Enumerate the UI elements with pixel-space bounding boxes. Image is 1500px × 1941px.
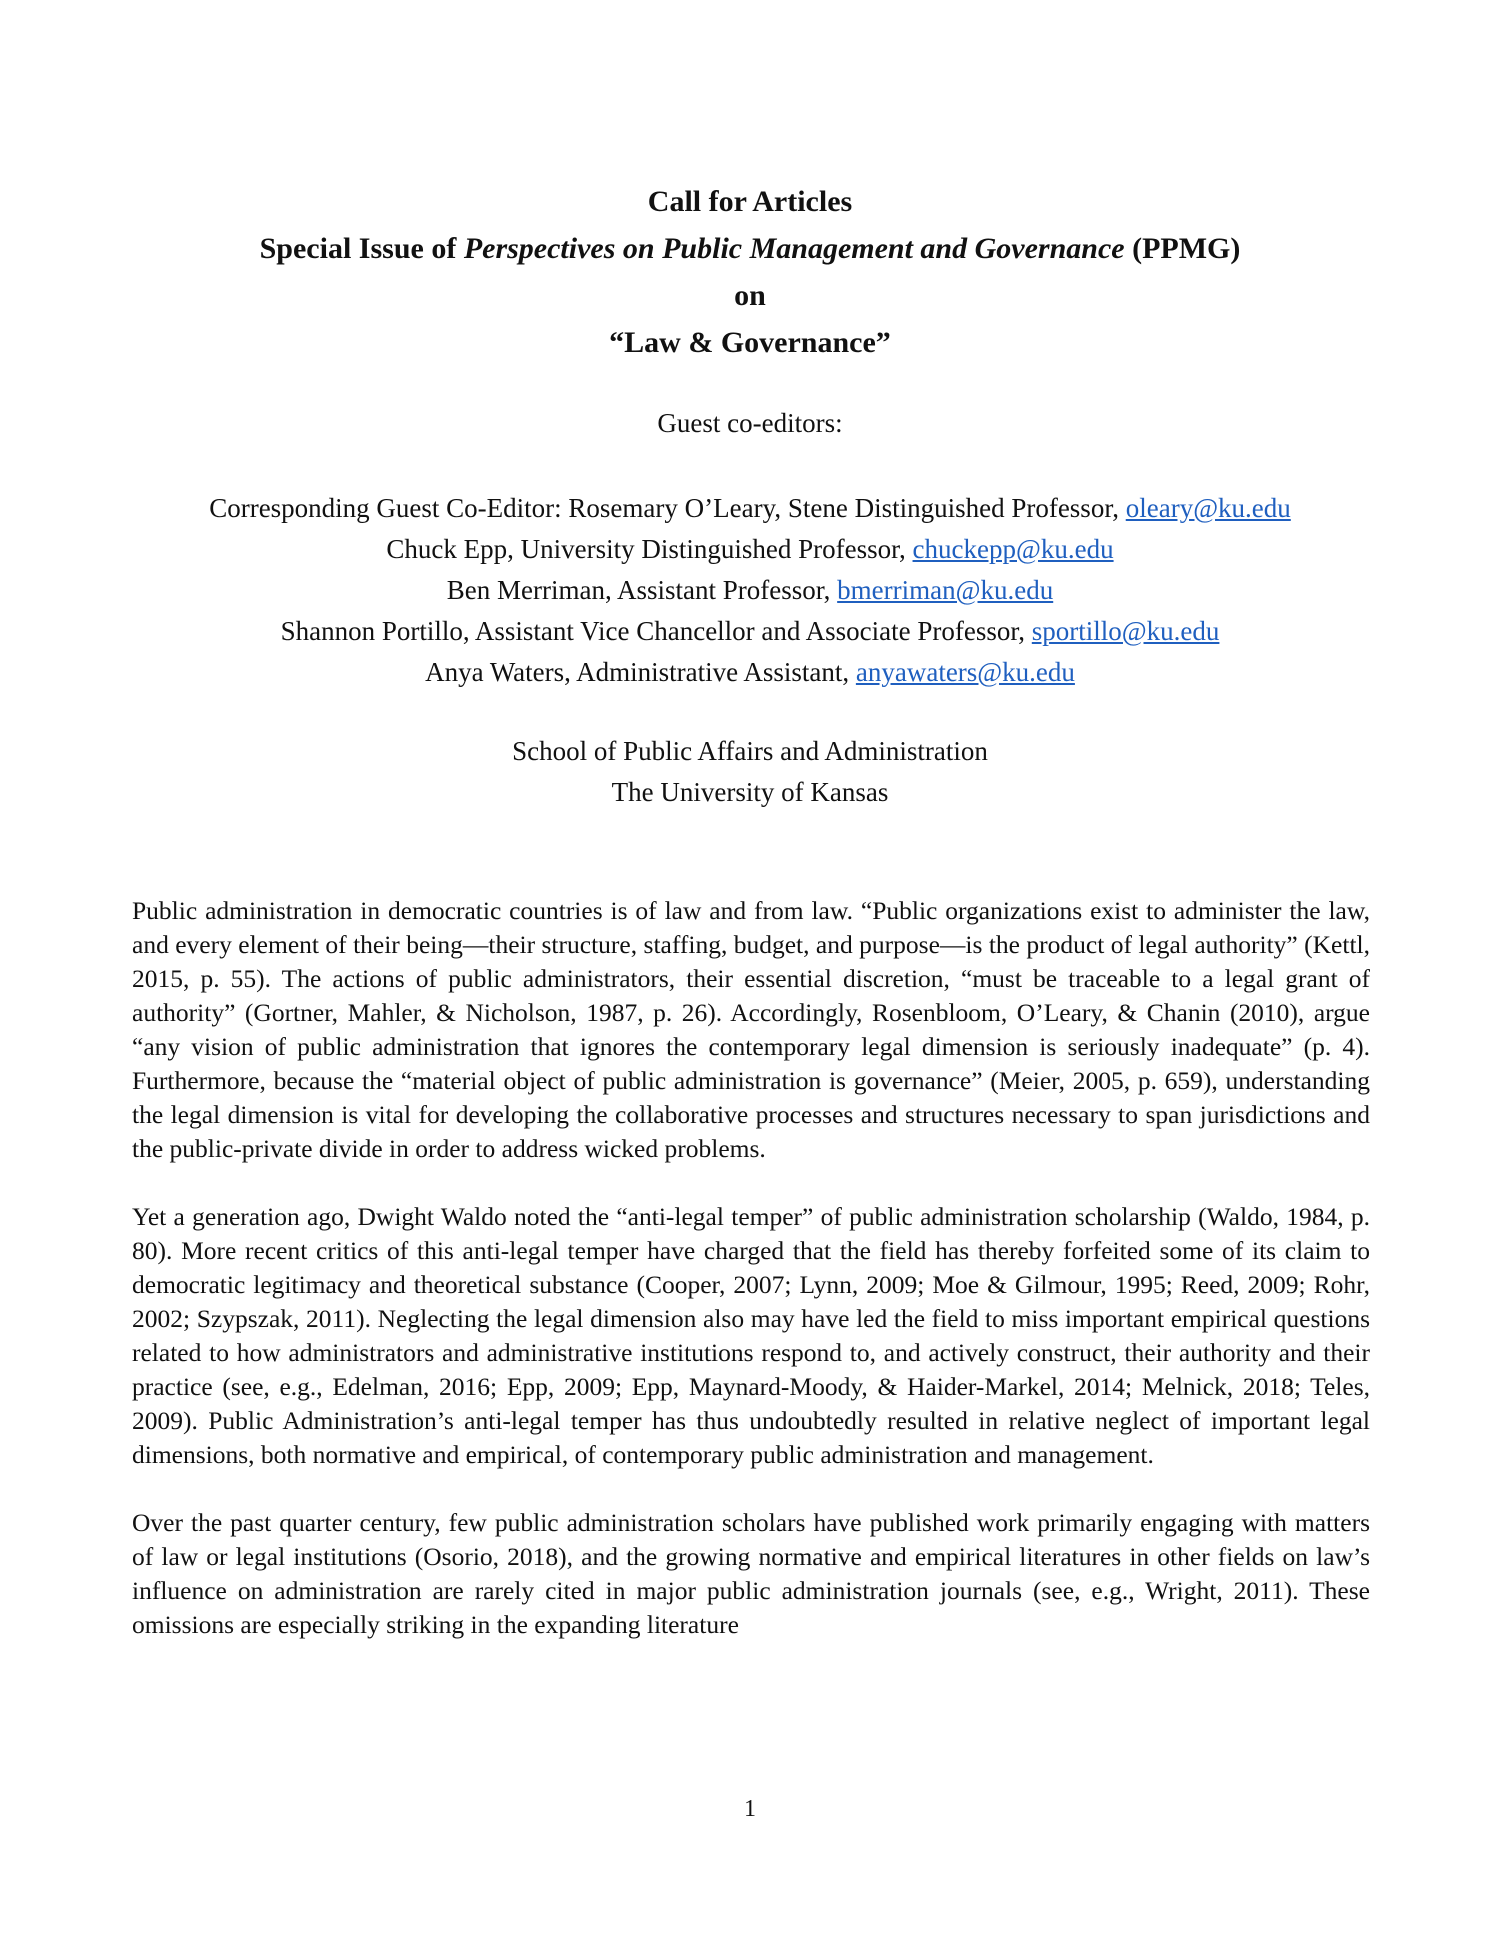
body-paragraph: Over the past quarter century, few public administration scholars have published work primarily engaging with matters of law or legal institutions (Osorio, 2018), and the growing normative and empirical literatures in other fields on law’s influence on administration are rarely cited in major public administration journals (see, e.g., Wright, 2011). These omissions are especially striking in the expanding literature (132, 1508, 1370, 1639)
editor-email-link[interactable]: oleary@ku.edu (1125, 493, 1291, 523)
university-name: The University of Kansas (611, 777, 889, 807)
editor-line (0, 570, 1500, 611)
editor-email-link[interactable]: anyawaters@ku.edu (855, 657, 1075, 687)
editor-description: Anya Waters, Administrative Assistant, (425, 657, 856, 687)
title-special-issue-suffix: (PPMG) (1124, 232, 1241, 265)
editor-line (0, 488, 1500, 529)
editor-description: Chuck Epp, University Distinguished Professor, (386, 534, 913, 564)
editor-list (0, 488, 1500, 693)
editor-description: Ben Merriman, Assistant Professor, (446, 575, 838, 605)
title-call-for-articles: Call for Articles (647, 185, 853, 218)
title-topic: “Law & Governance” (609, 326, 891, 359)
editor-description: Corresponding Guest Co-Editor: Rosemary O’Leary, Stene Distinguished Professor, (209, 493, 1126, 523)
title-special-issue (0, 225, 1500, 272)
journal-name: Perspectives on Public Management and Governance (463, 232, 1125, 265)
editor-email-link[interactable]: bmerriman@ku.edu (837, 575, 1054, 605)
editor-line (0, 611, 1500, 652)
title-special-issue-prefix: Special Issue of (259, 232, 464, 265)
guest-coeditors-label: Guest co-editors: (657, 408, 843, 438)
school-name: School of Public Affairs and Administration (512, 736, 988, 766)
school-affiliation (0, 731, 1500, 813)
body-text (132, 894, 1370, 1676)
editor-email-link[interactable]: sportillo@ku.edu (1031, 616, 1220, 646)
editor-line (0, 652, 1500, 693)
title-block (0, 178, 1500, 366)
editor-line (0, 529, 1500, 570)
title-on: on (734, 279, 766, 312)
body-paragraph: Public administration in democratic countries is of law and from law. “Public organizations exist to administer the law, and every element of their being—their structure, staffing, budget, and purpose—is the product of legal authority” (Kettl, 2015, p. 55). The actions of public administrators, their essential discretion, “must be traceable to a legal grant of authority” (Gortner, Mahler, & Nicholson, 1987, p. 26). Accordingly, Rosenbloom, O’Leary, & Chanin (2010), argue “any vision of public administration that ignores the contemporary legal dimension is seriously inadequate” (p. 4). Furthermore, because the “material object of public administration is governance” (Meier, 2005, p. 659), understanding the legal dimension is vital for developing the collaborative processes and structures necessary to span jurisdictions and the public-private divide in order to address wicked problems. (132, 896, 1370, 1163)
editor-description: Shannon Portillo, Assistant Vice Chancellor and Associate Professor, (280, 616, 1032, 646)
editor-email-link[interactable]: chuckepp@ku.edu (912, 534, 1114, 564)
page-number: 1 (744, 1796, 756, 1822)
body-paragraph: Yet a generation ago, Dwight Waldo noted the “anti-legal temper” of public administration scholarship (Waldo, 1984, p. 80). More recent critics of this anti-legal temper have charged that the field has thereby forfeited some of its claim to democratic legitimacy and theoretical substance (Cooper, 2007; Lynn, 2009; Moe & Gilmour, 1995; Reed, 2009; Rohr, 2002; Szypszak, 2011). Neglecting the legal dimension also may have led the field to miss important empirical questions related to how administrators and administrative institutions respond to, and actively construct, their authority and their practice (see, e.g., Edelman, 2016; Epp, 2009; Epp, Maynard-Moody, & Haider-Markel, 2014; Melnick, 2018; Teles, 2009). Public Administration’s anti-legal temper has thus undoubtedly resulted in relative neglect of important legal dimensions, both normative and empirical, of contemporary public administration and management. (132, 1202, 1370, 1469)
